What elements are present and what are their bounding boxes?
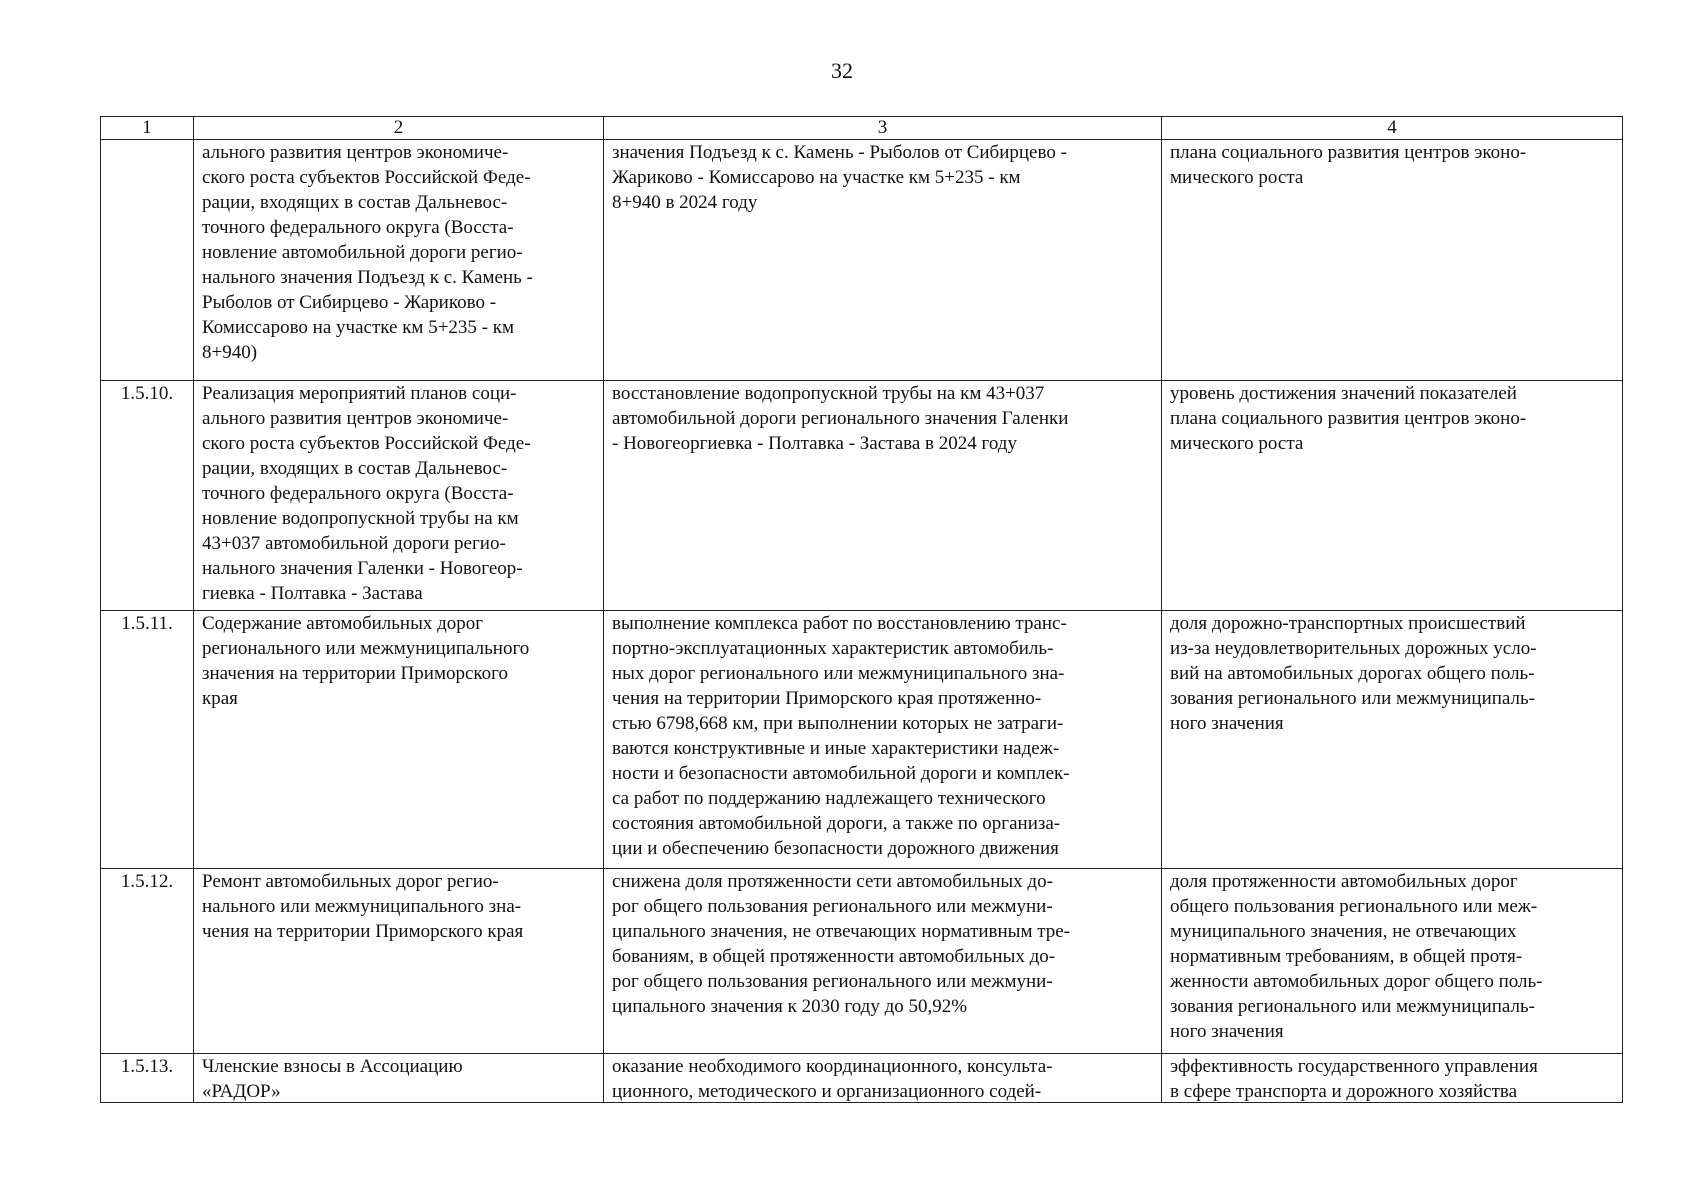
measures-table (100, 116, 1623, 1103)
expected-result-cell (604, 869, 1162, 1054)
table-row (101, 611, 1623, 869)
indicator: доля дорожно-транспортных происшествий из-за неудовлетворительных дорожных усло- вий на автомобильных дорогах общего поль- зования регионального или межмуниципаль- ного значения (1170, 613, 1537, 734)
expected-result: оказание необходимого координационного, консульта- ционного, методического и организационного содей- (612, 1056, 1053, 1102)
expected-result-cell (604, 1054, 1162, 1103)
column-header-1: 1 (101, 117, 194, 140)
expected-result: восстановление водопропускной трубы на км 43+037 автомобильной дороги регионального значения Галенки - Новогеоргиевка - Полтавка - Застава в 2024 году (612, 383, 1069, 454)
indicator-cell (1162, 611, 1623, 869)
expected-result-cell (604, 381, 1162, 611)
row-number: 1.5.11. (101, 611, 194, 869)
expected-result-cell (604, 140, 1162, 381)
measure-name: Реализация мероприятий планов соци- ального развития центров экономиче- ского роста субъектов Российской Феде- рации, входящих в состав Дальневос- точного федерального округа (Восста- новление водопропускной трубы на км 43+037 автомобильной дороги регио- нального значения Галенки - Новогеор- гиевка - Полтавка - Застава (202, 383, 531, 604)
table-row (101, 1054, 1623, 1103)
column-header-4: 4 (1162, 117, 1623, 140)
indicator: плана социального развития центров эконо- мического роста (1170, 142, 1527, 188)
expected-result-cell (604, 611, 1162, 869)
indicator: доля протяженности автомобильных дорог общего пользования регионального или меж- муниципального значения, не отвечающих нормативным требованиям, в общей протя- женности автомобильных дорог общего поль- зования регионального или межмуниципаль- ного значения (1170, 871, 1543, 1042)
indicator-cell (1162, 869, 1623, 1054)
indicator: уровень достижения значений показателей плана социального развития центров эконо- мического роста (1170, 383, 1527, 454)
table-row (101, 381, 1623, 611)
measure-name-cell (194, 869, 604, 1054)
column-header-2: 2 (194, 117, 604, 140)
expected-result: снижена доля протяженности сети автомобильных до- рог общего пользования регионального или межмуни- ципального значения, не отвечающих нормативным тре- бованиям, в общей протяженности автомобильных до- рог общего пользования регионального или межмуни- ципального значения к 2030 году до 50,92% (612, 871, 1071, 1017)
measure-name-cell (194, 381, 604, 611)
measure-name: Членские взносы в Ассоциацию «РАДОР» (202, 1056, 463, 1102)
measure-name-cell (194, 1054, 604, 1103)
indicator-cell (1162, 1054, 1623, 1103)
measure-name-cell (194, 140, 604, 381)
table-header-row (101, 117, 1623, 140)
measure-name: Ремонт автомобильных дорог регио- нального или межмуниципального зна- чения на территории Приморского края (202, 871, 524, 942)
indicator: эффективность государственного управления в сфере транспорта и дорожного хозяйства (1170, 1056, 1538, 1102)
row-number: 1.5.13. (101, 1054, 194, 1103)
column-header-3: 3 (604, 117, 1162, 140)
measure-name: ального развития центров экономиче- ского роста субъектов Российской Феде- рации, входящих в состав Дальневос- точного федерального округа (Восста- новление автомобильной дороги регио- нального значения Подъезд к с. Камень - Рыболов от Сибирцево - Жариково - Комиссарово на участке км 5+235 - км 8+940) (202, 142, 533, 363)
table-row (101, 869, 1623, 1054)
row-number (101, 140, 194, 381)
measure-name: Содержание автомобильных дорог регионального или межмуниципального значения на территории Приморского края (202, 613, 530, 709)
table-row (101, 140, 1623, 381)
indicator-cell (1162, 140, 1623, 381)
row-number: 1.5.10. (101, 381, 194, 611)
measure-name-cell (194, 611, 604, 869)
indicator-cell (1162, 381, 1623, 611)
expected-result: значения Подъезд к с. Камень - Рыболов от Сибирцево - Жариково - Комиссарово на участке км 5+235 - км 8+940 в 2024 году (612, 142, 1067, 213)
row-number: 1.5.12. (101, 869, 194, 1054)
expected-result: выполнение комплекса работ по восстановлению транс- портно-эксплуатационных характеристик автомобиль- ных дорог регионального или межмуниципального зна- чения на территории Приморского края протяженно- стью 6798,668 км, при выполнении которых не затраги- ваются конструктивные и иные характеристики надеж- ности и безопасности автомобильной дороги и комплек- са работ по поддержанию надлежащего технического состояния автомобильной дороги, а также по организа- ции и обеспечению безопасности дорожного движения (612, 613, 1070, 859)
page-number: 32 (831, 58, 853, 83)
